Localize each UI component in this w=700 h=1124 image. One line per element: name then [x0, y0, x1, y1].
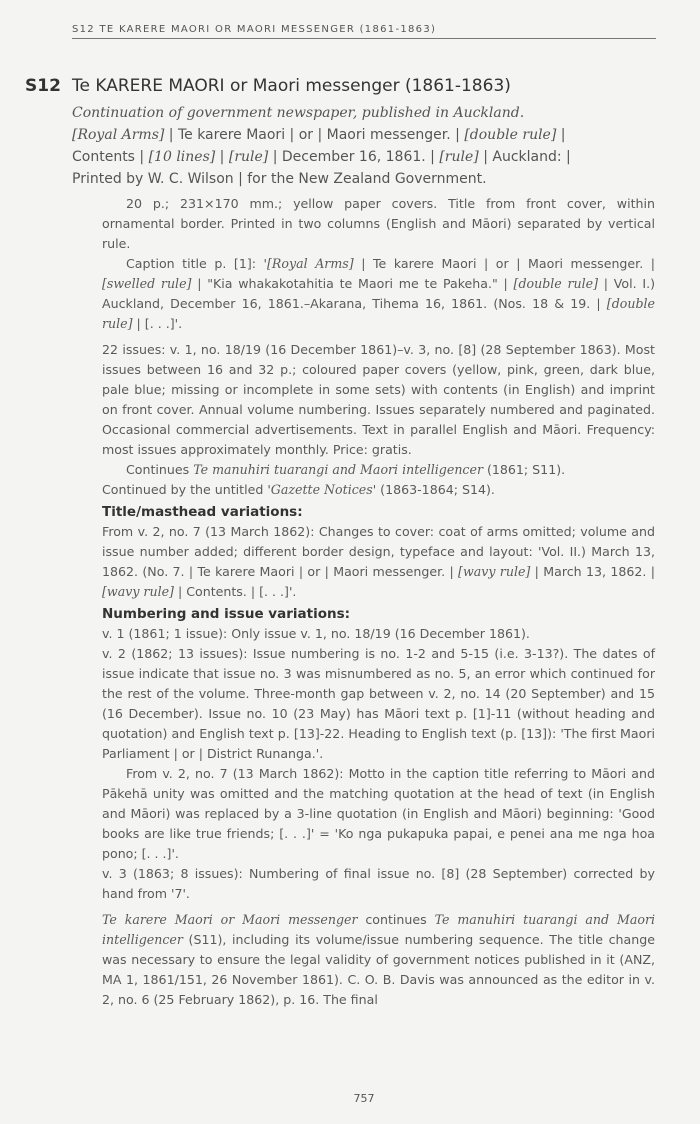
date-text: | December 16, 1861. | — [268, 149, 440, 165]
masthead-variations-heading: Title/masthead variations: — [102, 504, 303, 520]
separator: | — [215, 149, 229, 165]
caption-title-paragraph — [102, 254, 655, 334]
entry-code: S12 — [25, 76, 61, 96]
caption-text: | Vol. I.) Auckland, December 16, 1861.–Akarana, Tihema 16, 1861. (Nos. 18 & 19. | — [102, 276, 655, 311]
imprint-line: Printed by W. C. Wilson | for the New Zealand Government. — [72, 171, 487, 187]
title-text: | Te karere Maori | or | Maori messenger. | — [164, 127, 465, 143]
entry-intro — [72, 102, 657, 190]
numbering-v3: v. 3 (1863; 8 issues): Numbering of final issue no. [8] (28 September) corrected by hand from '7'. — [102, 866, 655, 901]
successor-title: Gazette Notices — [270, 482, 373, 497]
numbering-v1: v. 1 (1861; 1 issue): Only issue v. 1, no. 18/19 (16 December 1861). — [102, 626, 530, 641]
entry-title: Te KARERE MAORI or Maori messenger (1861-1863) — [72, 76, 511, 96]
caption-text: | [. . .]'. — [132, 316, 183, 331]
rule-note: [rule] — [439, 149, 479, 165]
numbering-variations-heading: Numbering and issue variations: — [102, 606, 351, 622]
physical-description: 20 p.; 231×170 mm.; yellow paper covers. Title from front cover, within ornamental border. Printed in two columns (English and Māori) separated by vertical rule. — [102, 196, 655, 251]
continued-by-paragraph — [102, 480, 655, 500]
royal-arms-note: [Royal Arms] — [267, 256, 354, 271]
double-rule-note: [double rule] — [513, 276, 599, 291]
continuation-note: Continuation of government newspaper, published in Auckland. — [72, 105, 525, 121]
wavy-rule-note: [wavy rule] — [458, 564, 531, 579]
page-number: 757 — [353, 1092, 375, 1105]
entry-body — [102, 194, 655, 1010]
caption-text: | Te karere Maori | or | Maori messenger. | — [353, 256, 655, 271]
predecessor-reference: Te manuhiri tuarangi and Maori intelligencer — [102, 912, 655, 947]
continues-text: Continues — [126, 462, 194, 477]
rule-note: [rule] — [228, 149, 269, 165]
continues-paragraph — [102, 460, 655, 480]
masthead-paragraph — [102, 522, 655, 602]
title-transcription-line-1 — [72, 124, 657, 146]
double-rule-note: [double rule] — [464, 127, 557, 143]
motto-paragraph: From v. 2, no. 7 (13 March 1862): Motto in the caption title referring to Māori and Pākehā unity was omitted and the matching quotation at the head of text (in English and Māori) was replaced by a 3-line quotation (in English and Māori) beginning: 'Good books are like true friends; [. . .]' = 'Ko nga pukapuka papai, e penei ana me nga hoa pono; [. . .]'. — [102, 766, 655, 861]
caption-text: Caption title p. [1]: ' — [126, 256, 268, 271]
note-text: (S11), including its volume/issue numbering sequence. The title change was necessary to ensure the legal validity of government notices published in it (ANZ, MA 1, 1861/151, 26 November 1861). C. O. B. Davis was announced as the editor in v. 2, no. 6 (25 February 1862), p. 16. The final — [102, 932, 655, 1007]
note-text: continues — [357, 912, 435, 927]
masthead-text: | March 13, 1862. | — [530, 564, 655, 579]
masthead-text: From v. 2, no. 7 (13 March 1862): Changes to cover: coat of arms omitted; volume and issue number added; different border design, typeface and layout: 'Vol. II.) March 13, 1862. (No. 7. | Te karere Maori | or | Maori messenger. | — [102, 524, 655, 579]
entry-heading — [25, 76, 665, 96]
issues-paragraph: 22 issues: v. 1, no. 18/19 (16 December 1861)–v. 3, no. [8] (28 September 1863). Most issues between 16 and 32 p.; coloured paper covers (yellow, pink, green, dark blue, pale blue; missing or incomplete in some sets) with contents (in English) and imprint on front cover. Annual volume numbering. Issues separately numbered and paginated. Occasional commercial advertisements. Text in parallel English and Māori. Frequency: most issues approximately monthly. Price: gratis. — [102, 342, 655, 457]
double-rule-note: [double rule] — [102, 296, 655, 331]
place-text: | Auckland: | — [478, 149, 571, 165]
continues-text: (1861; S11). — [482, 462, 566, 477]
title-reference: Te karere Maori or Maori messenger — [102, 912, 358, 927]
numbering-v2: v. 2 (1862; 13 issues): Issue numbering is no. 1-2 and 5-15 (i.e. 3-13?). The dates of issue indicate that issue no. 3 was misnumbered as no. 5, an error which continued for the rest of the volume. Three-month gap between v. 2, no. 14 (20 September) and 15 (16 December). Issue no. 10 (23 May) has Māori text p. [1]-11 (without heading and quotation) and English text p. [13]-22. Heading to English text (p. [13]): 'The first Maori Parliament | or | District Runanga.'. — [102, 646, 655, 761]
wavy-rule-note: [wavy rule] — [102, 584, 174, 599]
contents-text: Contents | — [72, 149, 149, 165]
masthead-text: | Contents. | [. . .]'. — [173, 584, 297, 599]
editorial-note — [102, 910, 655, 1010]
title-transcription-line-2 — [72, 146, 657, 168]
predecessor-title: Te manuhiri tuarangi and Maori intelligencer — [193, 462, 483, 477]
lines-note: [10 lines] — [148, 149, 216, 165]
separator: | — [556, 127, 566, 143]
continued-text: ' (1863-1864; S14). — [372, 482, 495, 497]
royal-arms-note: [Royal Arms] — [72, 127, 165, 143]
swelled-rule-note: [swelled rule] — [102, 276, 192, 291]
running-head: S12 TE KARERE MAORI OR MAORI MESSENGER (1861-1863) — [72, 24, 656, 39]
caption-text: | "Kia whakakotahitia te Maori me te Pakeha." | — [191, 276, 514, 291]
continued-text: Continued by the untitled ' — [102, 482, 271, 497]
